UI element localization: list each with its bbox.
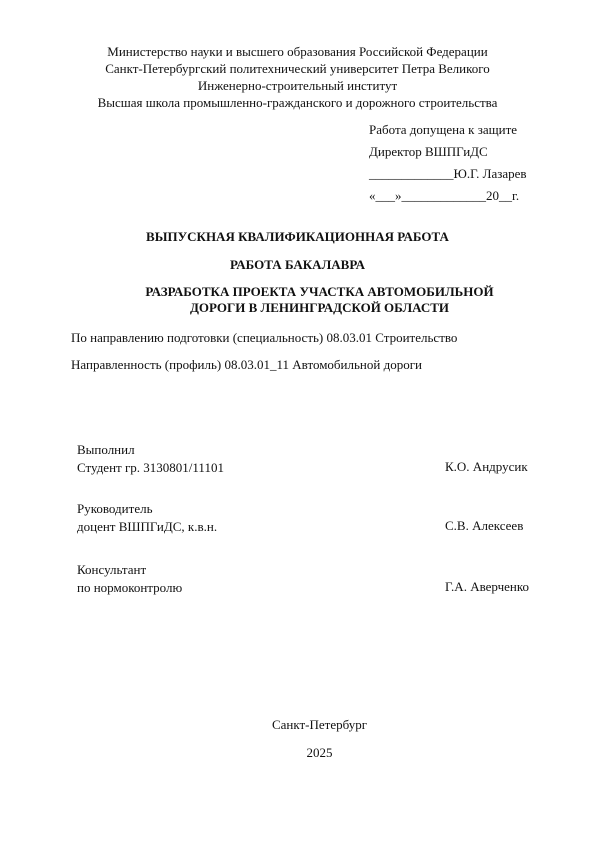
supervisor-block <box>77 500 217 536</box>
work-type: ВЫПУСКНАЯ КВАЛИФИКАЦИОННАЯ РАБОТА <box>146 229 449 244</box>
consultant-name: Г.А. Аверченко <box>445 579 530 594</box>
thesis-title-line-2: ДОРОГИ В ЛЕНИНГРАДСКОЙ ОБЛАСТИ <box>189 300 450 315</box>
school-line: Высшая школа промышленно-гражданского и дорожного строительства <box>97 95 498 110</box>
university-line: Санкт-Петербургский политехнический университет Петра Великого <box>105 61 490 76</box>
approval-date-line: «___»_____________20__г. <box>369 188 520 203</box>
author-role: Выполнил <box>77 442 135 457</box>
supervisor-name: С.В. Алексеев <box>445 518 524 533</box>
author-name: К.О. Андрусик <box>445 459 528 474</box>
approval-admitted: Работа допущена к защите <box>369 122 518 137</box>
consultant-position: по нормоконтролю <box>77 580 183 595</box>
ministry-line: Министерство науки и высшего образования Российской Федерации <box>107 44 488 59</box>
consultant-role: Консультант <box>77 562 147 577</box>
degree-label: РАБОТА БАКАЛАВРА <box>230 257 365 272</box>
thesis-title <box>0 284 595 316</box>
direction-line: По направлению подготовки (специальность) 08.03.01 Строительство <box>71 330 458 345</box>
profile-line: Направленность (профиль) 08.03.01_11 Автомобильной дороги <box>71 357 422 372</box>
footer-year: 2025 <box>306 745 333 760</box>
organization-header <box>0 43 595 111</box>
approval-signature-line: _____________Ю.Г. Лазарев <box>369 166 527 181</box>
footer-city: Санкт-Петербург <box>271 717 368 732</box>
consultant-block <box>77 561 182 597</box>
approval-block <box>369 119 527 207</box>
institute-line: Инженерно-строительный институт <box>197 78 398 93</box>
thesis-title-line-1: РАЗРАБОТКА ПРОЕКТА УЧАСТКА АВТОМОБИЛЬНОЙ <box>145 284 494 299</box>
supervisor-role: Руководитель <box>77 501 153 516</box>
author-block <box>77 441 224 477</box>
approval-director: Директор ВШПГиДС <box>369 144 488 159</box>
supervisor-position: доцент ВШПГиДС, к.в.н. <box>77 519 218 534</box>
author-position: Студент гр. 3130801/11101 <box>77 460 224 475</box>
